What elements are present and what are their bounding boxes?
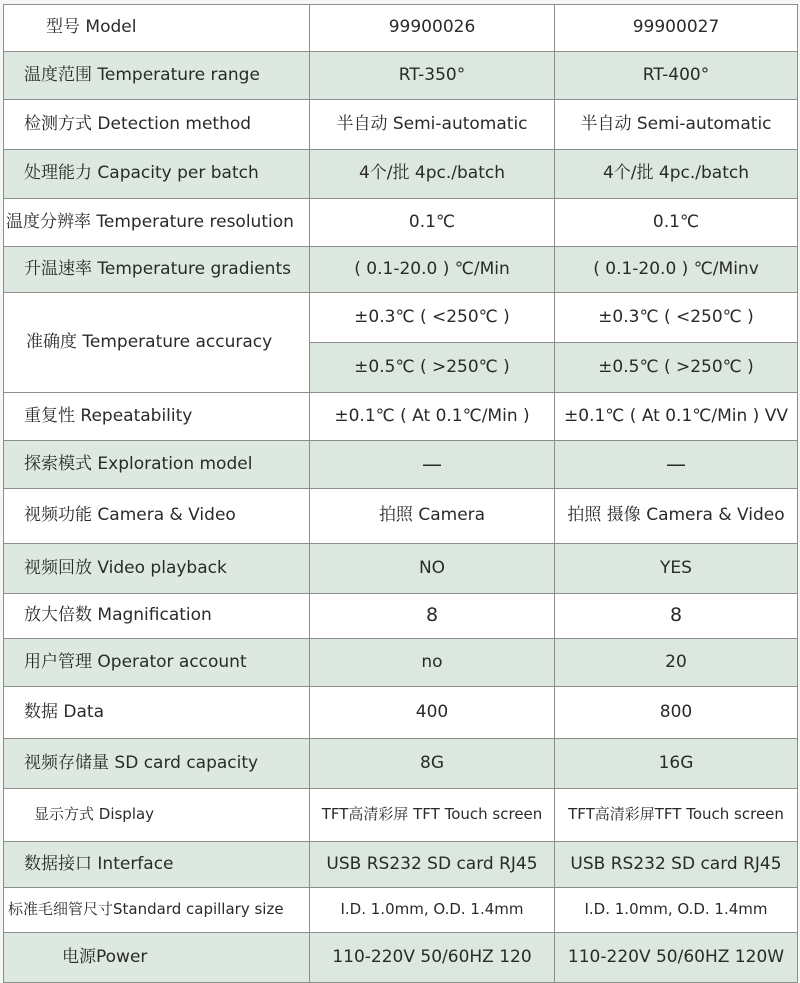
- spec-table: [3, 4, 798, 983]
- row-label: 数据 Data: [4, 687, 310, 739]
- model-value-1: 99900026: [310, 5, 555, 52]
- cell-value: ±0.3℃ ( <250℃ ): [310, 293, 555, 343]
- cell-value: YES: [555, 544, 798, 594]
- model-value-2: 99900027: [555, 5, 798, 52]
- cell-value: 半自动 Semi-automatic: [555, 100, 798, 150]
- row-label: 温度范围 Temperature range: [4, 52, 310, 100]
- row-temperature-gradients: [4, 247, 798, 293]
- row-interface: [4, 842, 798, 888]
- row-label: 重复性 Repeatability: [4, 393, 310, 441]
- row-magnification: [4, 594, 798, 639]
- cell-value: USB RS232 SD card RJ45: [555, 842, 798, 888]
- cell-value: 8: [555, 594, 798, 639]
- cell-value: 8: [310, 594, 555, 639]
- cell-value: —: [555, 441, 798, 489]
- row-temperature-range: [4, 52, 798, 100]
- row-temperature-accuracy: [4, 293, 798, 343]
- cell-value: 半自动 Semi-automatic: [310, 100, 555, 150]
- row-label: 处理能力 Capacity per batch: [4, 150, 310, 199]
- cell-value: 110-220V 50/60HZ 120: [310, 933, 555, 983]
- cell-value: 800: [555, 687, 798, 739]
- cell-value: ±0.1℃ ( At 0.1℃/Min ): [310, 393, 555, 441]
- cell-value: no: [310, 639, 555, 687]
- row-power: [4, 933, 798, 983]
- cell-value: 拍照 Camera: [310, 489, 555, 544]
- cell-value: ( 0.1-20.0 ) ℃/Min: [310, 247, 555, 293]
- row-capillary-size: [4, 888, 798, 933]
- row-sd-card-capacity: [4, 739, 798, 789]
- cell-value: I.D. 1.0mm, O.D. 1.4mm: [310, 888, 555, 933]
- row-operator-account: [4, 639, 798, 687]
- row-temperature-resolution: [4, 199, 798, 247]
- row-label: 升温速率 Temperature gradients: [4, 247, 310, 293]
- cell-value: 8G: [310, 739, 555, 789]
- cell-value: ±0.5℃ ( >250℃ ): [555, 343, 798, 393]
- cell-value: ±0.3℃ ( <250℃ ): [555, 293, 798, 343]
- cell-value: RT-400°: [555, 52, 798, 100]
- row-label: 视频回放 Video playback: [4, 544, 310, 594]
- cell-value: 4个/批 4pc./batch: [310, 150, 555, 199]
- cell-value: ±0.1℃ ( At 0.1℃/Min ) VV: [555, 393, 798, 441]
- cell-value: 4个/批 4pc./batch: [555, 150, 798, 199]
- row-repeatability: [4, 393, 798, 441]
- row-label: 型号 Model: [4, 5, 310, 52]
- row-label: 检测方式 Detection method: [4, 100, 310, 150]
- cell-value: 110-220V 50/60HZ 120W: [555, 933, 798, 983]
- row-label: 探索模式 Exploration model: [4, 441, 310, 489]
- cell-value: NO: [310, 544, 555, 594]
- cell-value: ±0.5℃ ( >250℃ ): [310, 343, 555, 393]
- row-label: 显示方式 Display: [4, 789, 310, 842]
- row-video-playback: [4, 544, 798, 594]
- cell-value: TFT高清彩屏TFT Touch screen: [555, 789, 798, 842]
- cell-value: 16G: [555, 739, 798, 789]
- cell-value: 拍照 摄像 Camera & Video: [555, 489, 798, 544]
- cell-value: 20: [555, 639, 798, 687]
- row-camera-video: [4, 489, 798, 544]
- cell-value: 400: [310, 687, 555, 739]
- cell-value: I.D. 1.0mm, O.D. 1.4mm: [555, 888, 798, 933]
- cell-value: ( 0.1-20.0 ) ℃/Minv: [555, 247, 798, 293]
- row-display: [4, 789, 798, 842]
- cell-value: 0.1℃: [555, 199, 798, 247]
- row-capacity: [4, 150, 798, 199]
- cell-value: USB RS232 SD card RJ45: [310, 842, 555, 888]
- cell-value: —: [310, 441, 555, 489]
- row-label: 视频功能 Camera & Video: [4, 489, 310, 544]
- cell-value: RT-350°: [310, 52, 555, 100]
- row-label: 放大倍数 Magnification: [4, 594, 310, 639]
- row-model: [4, 5, 798, 52]
- row-detection-method: [4, 100, 798, 150]
- cell-value: 0.1℃: [310, 199, 555, 247]
- row-label: 标准毛细管尺寸Standard capillary size: [4, 888, 310, 933]
- row-label: 电源Power: [4, 933, 310, 983]
- cell-value: TFT高清彩屏 TFT Touch screen: [310, 789, 555, 842]
- row-label: 准确度 Temperature accuracy: [4, 293, 310, 393]
- row-label: 视频存储量 SD card capacity: [4, 739, 310, 789]
- row-exploration-model: [4, 441, 798, 489]
- row-label: 用户管理 Operator account: [4, 639, 310, 687]
- row-label: 温度分辨率 Temperature resolution: [4, 199, 310, 247]
- row-label: 数据接口 Interface: [4, 842, 310, 888]
- row-data: [4, 687, 798, 739]
